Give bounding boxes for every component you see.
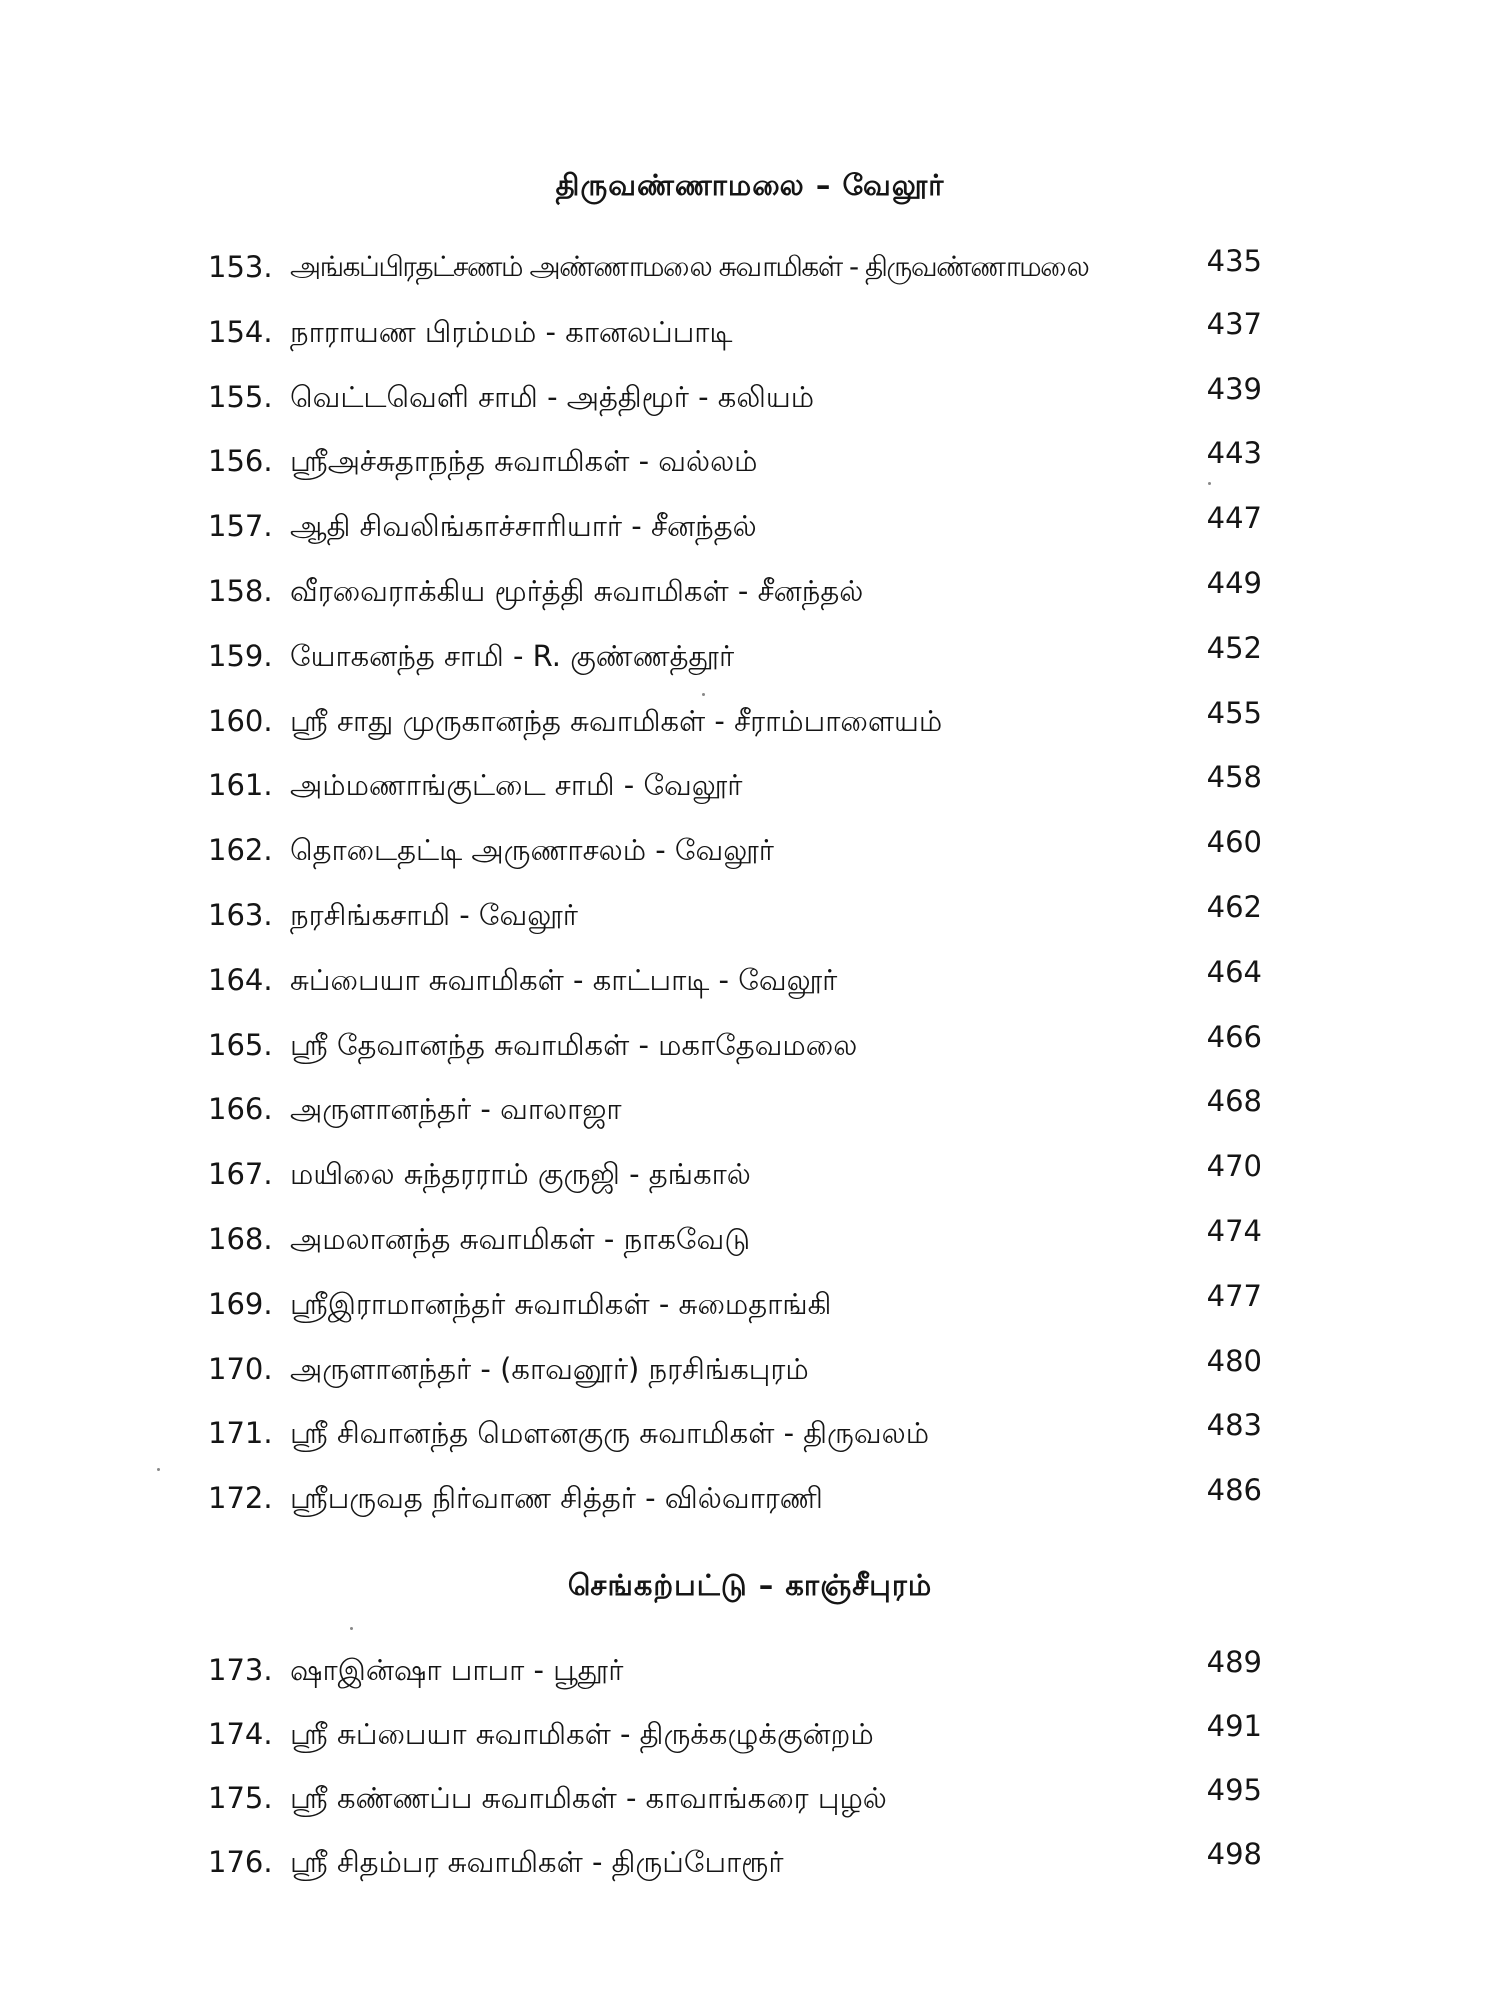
entry-number: 167. — [208, 1157, 273, 1192]
toc-entry — [0, 1645, 1500, 1709]
entry-number: 175. — [208, 1781, 273, 1815]
entry-page: 439 — [1206, 371, 1262, 406]
entry-title: நரசிங்கசாமி - வேலூர் — [290, 897, 578, 932]
toc-entry — [0, 242, 1500, 307]
entry-number: 157. — [208, 509, 273, 544]
scan-speck — [702, 693, 705, 696]
entry-page: 483 — [1206, 1408, 1262, 1443]
entry-page: 470 — [1206, 1149, 1262, 1184]
entry-title: ஸ்ரீஇராமானந்தர் சுவாமிகள் - சுமைதாங்கி — [290, 1286, 832, 1321]
entry-title: ஸ்ரீஅச்சுதாநந்த சுவாமிகள் - வல்லம் — [290, 444, 758, 479]
toc-entry — [0, 1473, 1500, 1538]
entry-page: 452 — [1206, 630, 1262, 665]
entry-page: 447 — [1206, 501, 1262, 536]
toc-entry — [0, 696, 1500, 761]
entry-number: 172. — [208, 1481, 273, 1516]
entry-title: ஸ்ரீ தேவானந்த சுவாமிகள் - மகாதேவமலை — [290, 1027, 858, 1062]
entry-page: 495 — [1206, 1773, 1262, 1807]
toc-entry — [0, 1773, 1500, 1837]
entry-title: சுப்பையா சுவாமிகள் - காட்பாடி - வேலூர் — [290, 962, 838, 997]
toc-entry — [0, 825, 1500, 890]
toc-entry — [0, 1344, 1500, 1409]
entry-title: அங்கப்பிரதட்சணம் அண்ணாமலை சுவாமிகள் - திருவண்ணாமலை — [290, 250, 1089, 283]
entry-number: 163. — [208, 897, 273, 932]
scan-speck — [350, 1627, 353, 1630]
toc-entry — [0, 1279, 1500, 1344]
toc-entry — [0, 307, 1500, 372]
entry-page: 486 — [1206, 1473, 1262, 1508]
entry-page: 449 — [1206, 565, 1262, 600]
section-heading: திருவண்ணாமலை – வேலூர் — [555, 168, 945, 202]
entry-page: 455 — [1206, 695, 1262, 730]
entry-page: 477 — [1206, 1278, 1262, 1313]
entry-number: 160. — [208, 703, 273, 738]
scan-speck — [1208, 482, 1211, 485]
entry-number: 164. — [208, 962, 273, 997]
toc-entry — [0, 1149, 1500, 1214]
toc-entry — [0, 890, 1500, 955]
entry-title: மயிலை சுந்தரராம் குருஜி - தங்கால் — [290, 1157, 751, 1192]
entry-number: 165. — [208, 1027, 273, 1062]
entry-number: 174. — [208, 1717, 273, 1751]
toc-entry — [0, 1408, 1500, 1473]
entry-title: ஸ்ரீ சிவானந்த மௌனகுரு சுவாமிகள் - திருவலம் — [290, 1416, 930, 1451]
entry-title: வெட்டவெளி சாமி - அத்திமூர் - கலியம் — [290, 379, 815, 414]
entry-number: 154. — [208, 314, 273, 349]
entry-title: யோகனந்த சாமி - R. குண்ணத்தூர் — [290, 638, 735, 673]
entry-number: 170. — [208, 1351, 273, 1386]
entry-page: 468 — [1206, 1084, 1262, 1119]
toc-entry — [0, 1214, 1500, 1279]
entry-page: 458 — [1206, 760, 1262, 795]
entry-number: 169. — [208, 1286, 273, 1321]
entry-page: 437 — [1206, 306, 1262, 341]
entry-page: 489 — [1206, 1645, 1262, 1679]
entry-title: அருளானந்தர் - வாலாஜா — [290, 1092, 622, 1127]
toc-list — [0, 242, 1500, 1538]
entry-title: தொடைதட்டி அருணாசலம் - வேலூர் — [290, 833, 774, 868]
entry-title: ஸ்ரீ சிதம்பர சுவாமிகள் - திருப்போரூர் — [290, 1845, 784, 1879]
entry-page: 443 — [1206, 436, 1262, 471]
toc-entry — [0, 1709, 1500, 1773]
entry-title: அருளானந்தர் - (காவனூர்) நரசிங்கபுரம் — [290, 1351, 809, 1386]
entry-number: 153. — [208, 250, 273, 284]
entry-title: நாராயண பிரம்மம் - கானலப்பாடி — [290, 314, 733, 349]
entry-page: 466 — [1206, 1019, 1262, 1054]
toc-entry — [0, 1084, 1500, 1149]
entry-page: 474 — [1206, 1213, 1262, 1248]
entry-number: 159. — [208, 638, 273, 673]
scan-speck — [157, 1468, 160, 1471]
toc-entry — [0, 760, 1500, 825]
toc-entry — [0, 1837, 1500, 1901]
entry-title: ஸ்ரீ சுப்பையா சுவாமிகள் - திருக்கழுக்குன்றம் — [290, 1717, 874, 1751]
entry-title: ஸ்ரீபருவத நிர்வாண சித்தர் - வில்வாரணி — [290, 1481, 823, 1516]
entry-number: 158. — [208, 573, 273, 608]
entry-number: 166. — [208, 1092, 273, 1127]
entry-number: 171. — [208, 1416, 273, 1451]
entry-title: ஸ்ரீ சாது முருகானந்த சுவாமிகள் - சீராம்பாளையம் — [290, 703, 943, 738]
entry-page: 498 — [1206, 1837, 1262, 1871]
entry-page: 480 — [1206, 1343, 1262, 1378]
entry-number: 176. — [208, 1845, 273, 1879]
toc-entry — [0, 566, 1500, 631]
entry-number: 168. — [208, 1221, 273, 1256]
entry-page: 462 — [1206, 889, 1262, 924]
entry-number: 161. — [208, 768, 273, 803]
toc-list — [0, 1645, 1500, 1901]
entry-title: வீரவைராக்கிய மூர்த்தி சுவாமிகள் - சீனந்தல் — [290, 573, 864, 608]
toc-entry — [0, 372, 1500, 437]
entry-title: ஆதி சிவலிங்காச்சாரியார் - சீனந்தல் — [290, 509, 757, 544]
entry-page: 460 — [1206, 825, 1262, 860]
entry-title: ஷாஇன்ஷா பாபா - பூதூர் — [290, 1653, 624, 1687]
entry-title: ஸ்ரீ கண்ணப்ப சுவாமிகள் - காவாங்கரை புழல் — [290, 1781, 887, 1815]
entry-number: 155. — [208, 379, 273, 414]
entry-title: அமலானந்த சுவாமிகள் - நாகவேடு — [290, 1221, 751, 1256]
entry-page: 464 — [1206, 954, 1262, 989]
toc-entry — [0, 955, 1500, 1020]
toc-entry — [0, 1020, 1500, 1085]
toc-entry — [0, 501, 1500, 566]
entry-page: 435 — [1206, 244, 1262, 278]
toc-entry — [0, 631, 1500, 696]
entry-number: 162. — [208, 833, 273, 868]
entry-page: 491 — [1206, 1709, 1262, 1743]
entry-number: 173. — [208, 1653, 273, 1687]
entry-number: 156. — [208, 444, 273, 479]
section-heading: செங்கற்பட்டு – காஞ்சீபுரம் — [567, 1568, 933, 1602]
toc-entry — [0, 436, 1500, 501]
entry-title: அம்மணாங்குட்டை சாமி - வேலூர் — [290, 768, 743, 803]
